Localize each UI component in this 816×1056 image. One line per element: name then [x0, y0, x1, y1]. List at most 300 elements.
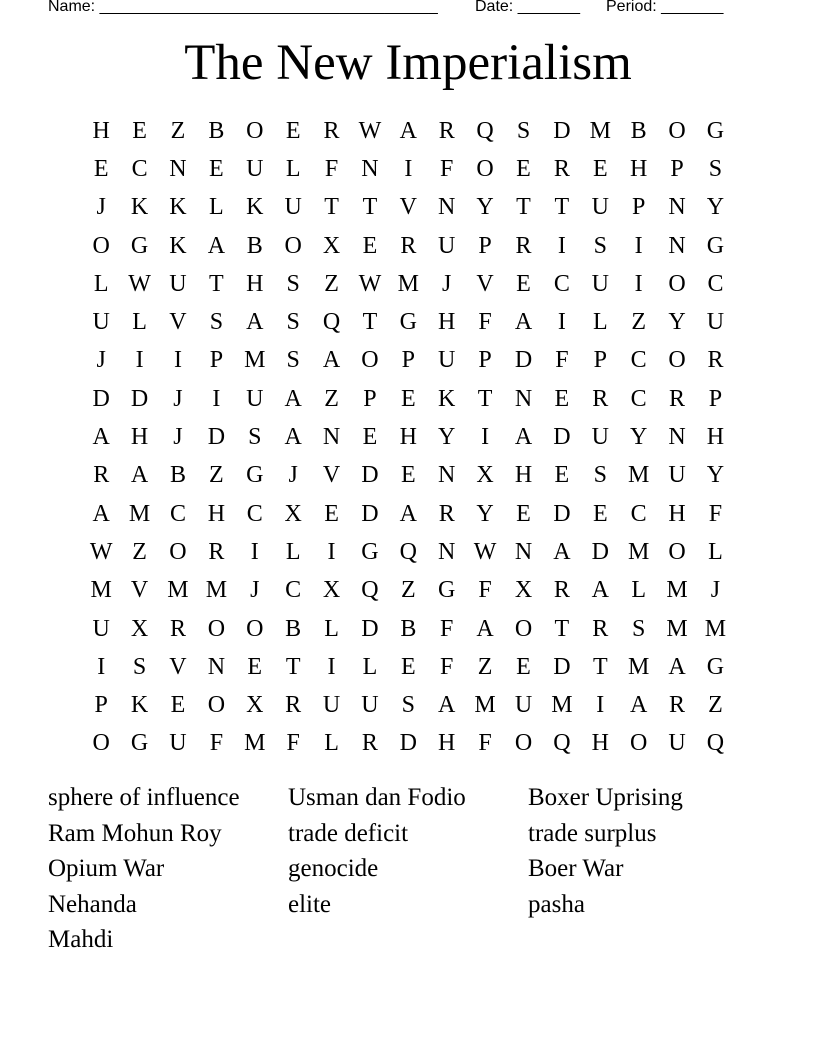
- grid-letter[interactable]: D: [130, 385, 149, 412]
- grid-letter[interactable]: L: [93, 270, 109, 297]
- grid-letter[interactable]: G: [130, 232, 149, 259]
- grid-letter[interactable]: G: [246, 462, 264, 489]
- grid-letter[interactable]: L: [362, 653, 378, 680]
- grid-letter[interactable]: S: [516, 117, 531, 144]
- grid-letter[interactable]: J: [288, 462, 298, 489]
- grid-letter[interactable]: H: [438, 730, 456, 757]
- grid-letter[interactable]: J: [442, 270, 452, 297]
- grid-letter[interactable]: E: [285, 117, 301, 144]
- grid-letter[interactable]: W: [358, 117, 382, 144]
- grid-letter[interactable]: Q: [476, 117, 494, 144]
- grid-letter[interactable]: F: [324, 155, 339, 182]
- grid-letter[interactable]: C: [246, 500, 263, 527]
- grid-letter[interactable]: L: [631, 577, 646, 604]
- grid-letter[interactable]: U: [668, 730, 686, 757]
- grid-letter[interactable]: S: [248, 424, 262, 451]
- grid-letter[interactable]: D: [361, 615, 379, 642]
- grid-letter[interactable]: O: [246, 117, 264, 144]
- grid-letter[interactable]: I: [481, 424, 490, 451]
- grid-letter[interactable]: T: [285, 653, 301, 680]
- grid-letter[interactable]: C: [630, 385, 647, 412]
- grid-letter[interactable]: T: [554, 615, 570, 642]
- grid-letter[interactable]: I: [634, 270, 643, 297]
- grid-letter[interactable]: L: [708, 538, 723, 565]
- grid-letter[interactable]: M: [244, 730, 266, 757]
- grid-letter[interactable]: Q: [553, 730, 571, 757]
- grid-letter[interactable]: Z: [209, 462, 224, 489]
- grid-letter[interactable]: I: [250, 538, 259, 565]
- grid-letter[interactable]: E: [516, 500, 531, 527]
- grid-letter[interactable]: V: [322, 462, 341, 489]
- grid-letter[interactable]: S: [593, 462, 607, 489]
- grid-letter[interactable]: A: [514, 424, 533, 451]
- grid-letter[interactable]: A: [92, 500, 110, 527]
- grid-letter[interactable]: S: [132, 653, 147, 680]
- grid-letter[interactable]: R: [553, 155, 570, 182]
- grid-letter[interactable]: Z: [324, 270, 339, 297]
- grid-letter[interactable]: R: [93, 462, 110, 489]
- grid-letter[interactable]: F: [209, 730, 224, 757]
- grid-letter[interactable]: V: [476, 270, 494, 297]
- grid-letter[interactable]: E: [93, 155, 109, 182]
- grid-letter[interactable]: T: [592, 653, 608, 680]
- grid-letter[interactable]: A: [246, 309, 264, 336]
- grid-letter[interactable]: R: [707, 347, 724, 374]
- grid-letter[interactable]: Y: [476, 500, 494, 527]
- grid-letter[interactable]: E: [400, 385, 416, 412]
- grid-letter[interactable]: M: [666, 615, 688, 642]
- grid-letter[interactable]: D: [553, 117, 571, 144]
- student-info-line: [48, 0, 768, 20]
- grid-letter[interactable]: D: [591, 538, 609, 565]
- grid-letter[interactable]: M: [474, 692, 496, 719]
- grid-letter[interactable]: J: [173, 424, 183, 451]
- grid-letter[interactable]: N: [668, 232, 686, 259]
- grid-letter[interactable]: D: [553, 500, 571, 527]
- grid-letter[interactable]: D: [361, 500, 379, 527]
- grid-letter[interactable]: V: [399, 194, 417, 221]
- grid-letter[interactable]: T: [362, 194, 378, 221]
- grid-letter[interactable]: M: [589, 117, 611, 144]
- grid-letter[interactable]: X: [322, 577, 341, 604]
- grid-letter[interactable]: R: [208, 538, 225, 565]
- grid-letter[interactable]: E: [592, 500, 608, 527]
- grid-letter[interactable]: A: [476, 615, 494, 642]
- grid-letter[interactable]: R: [669, 385, 686, 412]
- grid-letter[interactable]: I: [596, 692, 605, 719]
- grid-letter[interactable]: K: [438, 385, 456, 412]
- grid-letter[interactable]: I: [173, 347, 182, 374]
- grid-letter[interactable]: A: [591, 577, 609, 604]
- grid-letter[interactable]: M: [627, 462, 650, 489]
- grid-letter[interactable]: P: [401, 347, 415, 374]
- grid-letter[interactable]: R: [592, 385, 609, 412]
- grid-letter[interactable]: U: [246, 155, 264, 182]
- grid-letter[interactable]: H: [514, 462, 533, 489]
- grid-letter[interactable]: F: [708, 500, 723, 527]
- grid-letter[interactable]: A: [92, 424, 110, 451]
- word-list-item: elite: [288, 890, 332, 918]
- date-field[interactable]: Date: _______: [475, 0, 580, 15]
- grid-letter[interactable]: G: [399, 309, 417, 336]
- grid-letter[interactable]: I: [327, 538, 336, 565]
- grid-letter[interactable]: Y: [668, 309, 686, 336]
- grid-letter[interactable]: W: [128, 270, 151, 297]
- grid-letter[interactable]: G: [361, 538, 379, 565]
- grid-letter[interactable]: B: [246, 232, 263, 259]
- grid-letter[interactable]: H: [706, 424, 725, 451]
- grid-letter[interactable]: M: [551, 692, 573, 719]
- grid-letter[interactable]: A: [553, 538, 571, 565]
- grid-letter[interactable]: N: [361, 155, 379, 182]
- grid-letter[interactable]: L: [209, 194, 224, 221]
- grid-letter[interactable]: L: [592, 309, 608, 336]
- word-list-item: sphere of influence: [48, 784, 240, 811]
- grid-letter[interactable]: Z: [132, 538, 147, 565]
- grid-letter[interactable]: Y: [706, 194, 725, 221]
- grid-letter[interactable]: S: [631, 615, 646, 642]
- grid-letter[interactable]: E: [324, 500, 339, 527]
- grid-letter[interactable]: M: [128, 500, 151, 527]
- grid-letter[interactable]: Q: [706, 730, 725, 757]
- grid-letter[interactable]: P: [631, 194, 646, 221]
- grid-letter[interactable]: X: [246, 692, 264, 719]
- grid-letter[interactable]: T: [324, 194, 339, 221]
- grid-letter[interactable]: O: [92, 232, 110, 259]
- grid-letter[interactable]: A: [322, 347, 341, 374]
- grid-letter[interactable]: U: [246, 385, 264, 412]
- grid-letter[interactable]: O: [476, 155, 494, 182]
- grid-letter[interactable]: J: [96, 194, 106, 221]
- grid-letter[interactable]: M: [167, 577, 189, 604]
- grid-letter[interactable]: O: [169, 538, 187, 565]
- grid-letter[interactable]: H: [591, 730, 609, 757]
- grid-letter[interactable]: E: [170, 692, 186, 719]
- grid-letter[interactable]: H: [130, 424, 149, 451]
- grid-letter[interactable]: P: [209, 347, 224, 374]
- grid-letter[interactable]: J: [96, 347, 106, 374]
- grid-letter[interactable]: R: [438, 500, 455, 527]
- grid-letter[interactable]: F: [555, 347, 569, 374]
- grid-letter[interactable]: E: [209, 155, 224, 182]
- grid-letter[interactable]: A: [130, 462, 149, 489]
- grid-letter[interactable]: O: [92, 730, 110, 757]
- grid-letter[interactable]: B: [400, 615, 417, 642]
- grid-letter[interactable]: A: [207, 232, 226, 259]
- grid-letter[interactable]: U: [361, 692, 379, 719]
- grid-letter[interactable]: E: [362, 232, 378, 259]
- grid-letter[interactable]: U: [668, 462, 686, 489]
- grid-letter[interactable]: R: [400, 232, 417, 259]
- grid-letter[interactable]: L: [324, 730, 339, 757]
- grid-letter[interactable]: Z: [324, 385, 339, 412]
- grid-letter[interactable]: M: [397, 270, 419, 297]
- grid-letter[interactable]: U: [591, 424, 609, 451]
- grid-letter[interactable]: P: [478, 347, 492, 374]
- grid-letter[interactable]: H: [399, 424, 417, 451]
- grid-letter[interactable]: K: [169, 194, 187, 221]
- grid-letter[interactable]: X: [284, 500, 302, 527]
- grid-letter[interactable]: H: [668, 500, 686, 527]
- grid-letter[interactable]: K: [130, 692, 149, 719]
- grid-letter[interactable]: A: [284, 424, 302, 451]
- word-list-item: pasha: [528, 890, 585, 918]
- grid-letter[interactable]: R: [323, 117, 340, 144]
- grid-letter[interactable]: N: [169, 155, 187, 182]
- grid-letter[interactable]: J: [173, 385, 183, 412]
- grid-letter[interactable]: U: [591, 194, 609, 221]
- grid-letter[interactable]: C: [630, 500, 647, 527]
- grid-letter[interactable]: K: [130, 194, 149, 221]
- grid-letter[interactable]: D: [553, 424, 571, 451]
- grid-letter[interactable]: N: [514, 385, 533, 412]
- grid-letter[interactable]: M: [627, 653, 650, 680]
- grid-letter[interactable]: B: [208, 117, 225, 144]
- grid-letter[interactable]: Z: [708, 692, 723, 719]
- grid-letter[interactable]: W: [473, 538, 497, 565]
- grid-letter[interactable]: B: [169, 462, 186, 489]
- grid-letter[interactable]: N: [438, 194, 456, 221]
- grid-letter[interactable]: P: [708, 385, 723, 412]
- grid-letter[interactable]: R: [285, 692, 302, 719]
- grid-letter[interactable]: T: [209, 270, 224, 297]
- grid-letter[interactable]: D: [207, 424, 226, 451]
- grid-letter[interactable]: R: [669, 692, 686, 719]
- grid-letter[interactable]: D: [399, 730, 417, 757]
- grid-letter[interactable]: U: [92, 615, 110, 642]
- grid-letter[interactable]: N: [438, 538, 456, 565]
- page-title: The New Imperialism: [184, 35, 632, 91]
- grid-letter[interactable]: O: [668, 117, 686, 144]
- grid-letter[interactable]: F: [440, 615, 454, 642]
- grid-letter[interactable]: D: [361, 462, 379, 489]
- grid-letter[interactable]: F: [478, 577, 492, 604]
- grid-letter[interactable]: U: [514, 692, 533, 719]
- grid-letter[interactable]: H: [92, 117, 110, 144]
- grid-letter[interactable]: Y: [438, 424, 456, 451]
- grid-letter[interactable]: O: [207, 692, 226, 719]
- grid-letter[interactable]: T: [477, 385, 493, 412]
- grid-letter[interactable]: O: [668, 347, 686, 374]
- grid-letter[interactable]: X: [322, 232, 341, 259]
- grid-letter[interactable]: R: [515, 232, 532, 259]
- grid-letter[interactable]: N: [438, 462, 456, 489]
- grid-letter[interactable]: I: [634, 232, 643, 259]
- grid-letter[interactable]: Y: [629, 424, 648, 451]
- grid-letter[interactable]: V: [130, 577, 149, 604]
- grid-letter[interactable]: B: [285, 615, 302, 642]
- grid-letter[interactable]: L: [285, 538, 301, 565]
- grid-letter[interactable]: U: [438, 232, 456, 259]
- grid-letter[interactable]: T: [554, 194, 570, 221]
- grid-letter[interactable]: X: [476, 462, 494, 489]
- grid-letter[interactable]: E: [516, 270, 531, 297]
- grid-letter[interactable]: P: [478, 232, 492, 259]
- grid-letter[interactable]: O: [629, 730, 648, 757]
- grid-letter[interactable]: F: [440, 653, 454, 680]
- grid-letter[interactable]: N: [322, 424, 341, 451]
- grid-letter[interactable]: S: [593, 232, 607, 259]
- grid-letter[interactable]: O: [668, 270, 686, 297]
- grid-letter[interactable]: S: [401, 692, 415, 719]
- grid-letter[interactable]: N: [514, 538, 533, 565]
- grid-letter[interactable]: L: [285, 155, 301, 182]
- grid-letter[interactable]: J: [250, 577, 260, 604]
- grid-letter[interactable]: O: [207, 615, 226, 642]
- grid-letter[interactable]: U: [322, 692, 341, 719]
- grid-letter[interactable]: T: [362, 309, 378, 336]
- grid-letter[interactable]: P: [363, 385, 377, 412]
- grid-letter[interactable]: M: [627, 538, 650, 565]
- grid-letter[interactable]: M: [244, 347, 266, 374]
- grid-letter[interactable]: N: [668, 194, 686, 221]
- grid-letter[interactable]: R: [438, 117, 455, 144]
- grid-letter[interactable]: M: [90, 577, 112, 604]
- grid-letter[interactable]: C: [707, 270, 724, 297]
- name-field[interactable]: Name: ______________________________________: [48, 0, 438, 15]
- grid-letter[interactable]: U: [169, 270, 187, 297]
- grid-letter[interactable]: O: [284, 232, 302, 259]
- grid-letter[interactable]: G: [706, 117, 725, 144]
- grid-letter[interactable]: U: [284, 194, 302, 221]
- grid-letter[interactable]: R: [592, 615, 609, 642]
- grid-letter[interactable]: H: [246, 270, 264, 297]
- grid-letter[interactable]: D: [92, 385, 110, 412]
- grid-letter[interactable]: E: [400, 462, 416, 489]
- grid-letter[interactable]: P: [94, 692, 108, 719]
- grid-letter[interactable]: J: [710, 577, 721, 604]
- grid-letter[interactable]: A: [514, 309, 533, 336]
- grid-letter[interactable]: S: [209, 309, 224, 336]
- grid-letter[interactable]: G: [130, 730, 149, 757]
- grid-letter[interactable]: V: [169, 309, 187, 336]
- grid-letter[interactable]: U: [591, 270, 609, 297]
- grid-letter[interactable]: U: [92, 309, 110, 336]
- grid-letter[interactable]: O: [361, 347, 379, 374]
- grid-letter[interactable]: Y: [476, 194, 494, 221]
- grid-letter[interactable]: A: [284, 385, 302, 412]
- grid-letter[interactable]: P: [593, 347, 607, 374]
- grid-letter[interactable]: Z: [477, 653, 493, 680]
- grid-letter[interactable]: C: [630, 347, 647, 374]
- grid-letter[interactable]: E: [516, 155, 531, 182]
- grid-letter[interactable]: W: [358, 270, 382, 297]
- grid-letter[interactable]: F: [440, 155, 454, 182]
- grid-letter[interactable]: E: [247, 653, 263, 680]
- letter-grid: [82, 112, 735, 763]
- grid-letter[interactable]: H: [438, 309, 456, 336]
- grid-letter[interactable]: T: [516, 194, 531, 221]
- grid-letter[interactable]: G: [706, 232, 725, 259]
- grid-letter[interactable]: U: [169, 730, 187, 757]
- grid-letter[interactable]: H: [629, 155, 648, 182]
- grid-letter[interactable]: S: [286, 347, 300, 374]
- grid-letter[interactable]: M: [666, 577, 688, 604]
- grid-letter[interactable]: L: [324, 615, 339, 642]
- grid-letter[interactable]: A: [668, 653, 686, 680]
- grid-letter[interactable]: Y: [706, 462, 725, 489]
- grid-letter[interactable]: F: [478, 730, 492, 757]
- grid-letter[interactable]: K: [169, 232, 187, 259]
- grid-letter[interactable]: S: [286, 309, 300, 336]
- grid-letter[interactable]: G: [438, 577, 456, 604]
- grid-letter[interactable]: E: [592, 155, 608, 182]
- grid-letter[interactable]: I: [97, 653, 106, 680]
- grid-letter[interactable]: X: [514, 577, 533, 604]
- grid-letter[interactable]: E: [362, 424, 378, 451]
- grid-letter[interactable]: E: [516, 653, 531, 680]
- grid-letter[interactable]: M: [205, 577, 228, 604]
- grid-letter[interactable]: D: [514, 347, 533, 374]
- grid-letter[interactable]: B: [630, 117, 647, 144]
- grid-letter[interactable]: O: [246, 615, 264, 642]
- grid-letter[interactable]: A: [629, 692, 648, 719]
- grid-letter[interactable]: V: [169, 653, 187, 680]
- grid-letter[interactable]: Q: [399, 538, 417, 565]
- grid-letter[interactable]: N: [668, 424, 686, 451]
- grid-letter[interactable]: Q: [361, 577, 379, 604]
- grid-letter[interactable]: O: [514, 615, 533, 642]
- grid-letter[interactable]: A: [438, 692, 456, 719]
- grid-letter[interactable]: A: [399, 117, 417, 144]
- period-field[interactable]: Period: _______: [606, 0, 724, 15]
- grid-letter[interactable]: Z: [400, 577, 416, 604]
- grid-letter[interactable]: F: [478, 309, 492, 336]
- grid-letter[interactable]: Z: [631, 309, 646, 336]
- grid-letter[interactable]: I: [212, 385, 221, 412]
- grid-letter[interactable]: X: [130, 615, 149, 642]
- grid-letter[interactable]: U: [706, 309, 725, 336]
- grid-letter[interactable]: L: [132, 309, 147, 336]
- grid-letter[interactable]: Z: [170, 117, 186, 144]
- grid-letter[interactable]: A: [399, 500, 417, 527]
- word-list-item: Boer War: [528, 855, 624, 883]
- grid-letter[interactable]: I: [135, 347, 144, 374]
- grid-letter[interactable]: C: [131, 155, 148, 182]
- grid-letter[interactable]: D: [553, 653, 571, 680]
- grid-letter[interactable]: F: [286, 730, 300, 757]
- grid-letter[interactable]: I: [327, 653, 336, 680]
- grid-letter[interactable]: P: [670, 155, 684, 182]
- grid-letter[interactable]: R: [169, 615, 186, 642]
- grid-letter[interactable]: N: [207, 653, 226, 680]
- grid-letter[interactable]: H: [207, 500, 226, 527]
- grid-letter[interactable]: E: [554, 462, 570, 489]
- grid-letter[interactable]: I: [557, 309, 566, 336]
- grid-letter[interactable]: M: [704, 615, 727, 642]
- grid-letter[interactable]: Q: [322, 309, 341, 336]
- grid-letter[interactable]: C: [553, 270, 570, 297]
- grid-letter[interactable]: U: [438, 347, 456, 374]
- grid-letter[interactable]: C: [285, 577, 302, 604]
- grid-letter[interactable]: O: [514, 730, 533, 757]
- grid-letter[interactable]: S: [708, 155, 723, 182]
- grid-letter[interactable]: S: [286, 270, 300, 297]
- grid-letter[interactable]: C: [169, 500, 186, 527]
- grid-letter[interactable]: W: [89, 538, 113, 565]
- grid-letter[interactable]: E: [132, 117, 147, 144]
- grid-letter[interactable]: O: [668, 538, 686, 565]
- grid-letter[interactable]: E: [400, 653, 416, 680]
- grid-letter[interactable]: R: [361, 730, 378, 757]
- grid-letter[interactable]: K: [246, 194, 264, 221]
- grid-letter[interactable]: I: [557, 232, 566, 259]
- grid-letter[interactable]: I: [404, 155, 413, 182]
- grid-letter[interactable]: E: [554, 385, 570, 412]
- grid-letter[interactable]: R: [553, 577, 570, 604]
- word-list-item: trade surplus: [528, 819, 657, 847]
- grid-letter[interactable]: G: [706, 653, 725, 680]
